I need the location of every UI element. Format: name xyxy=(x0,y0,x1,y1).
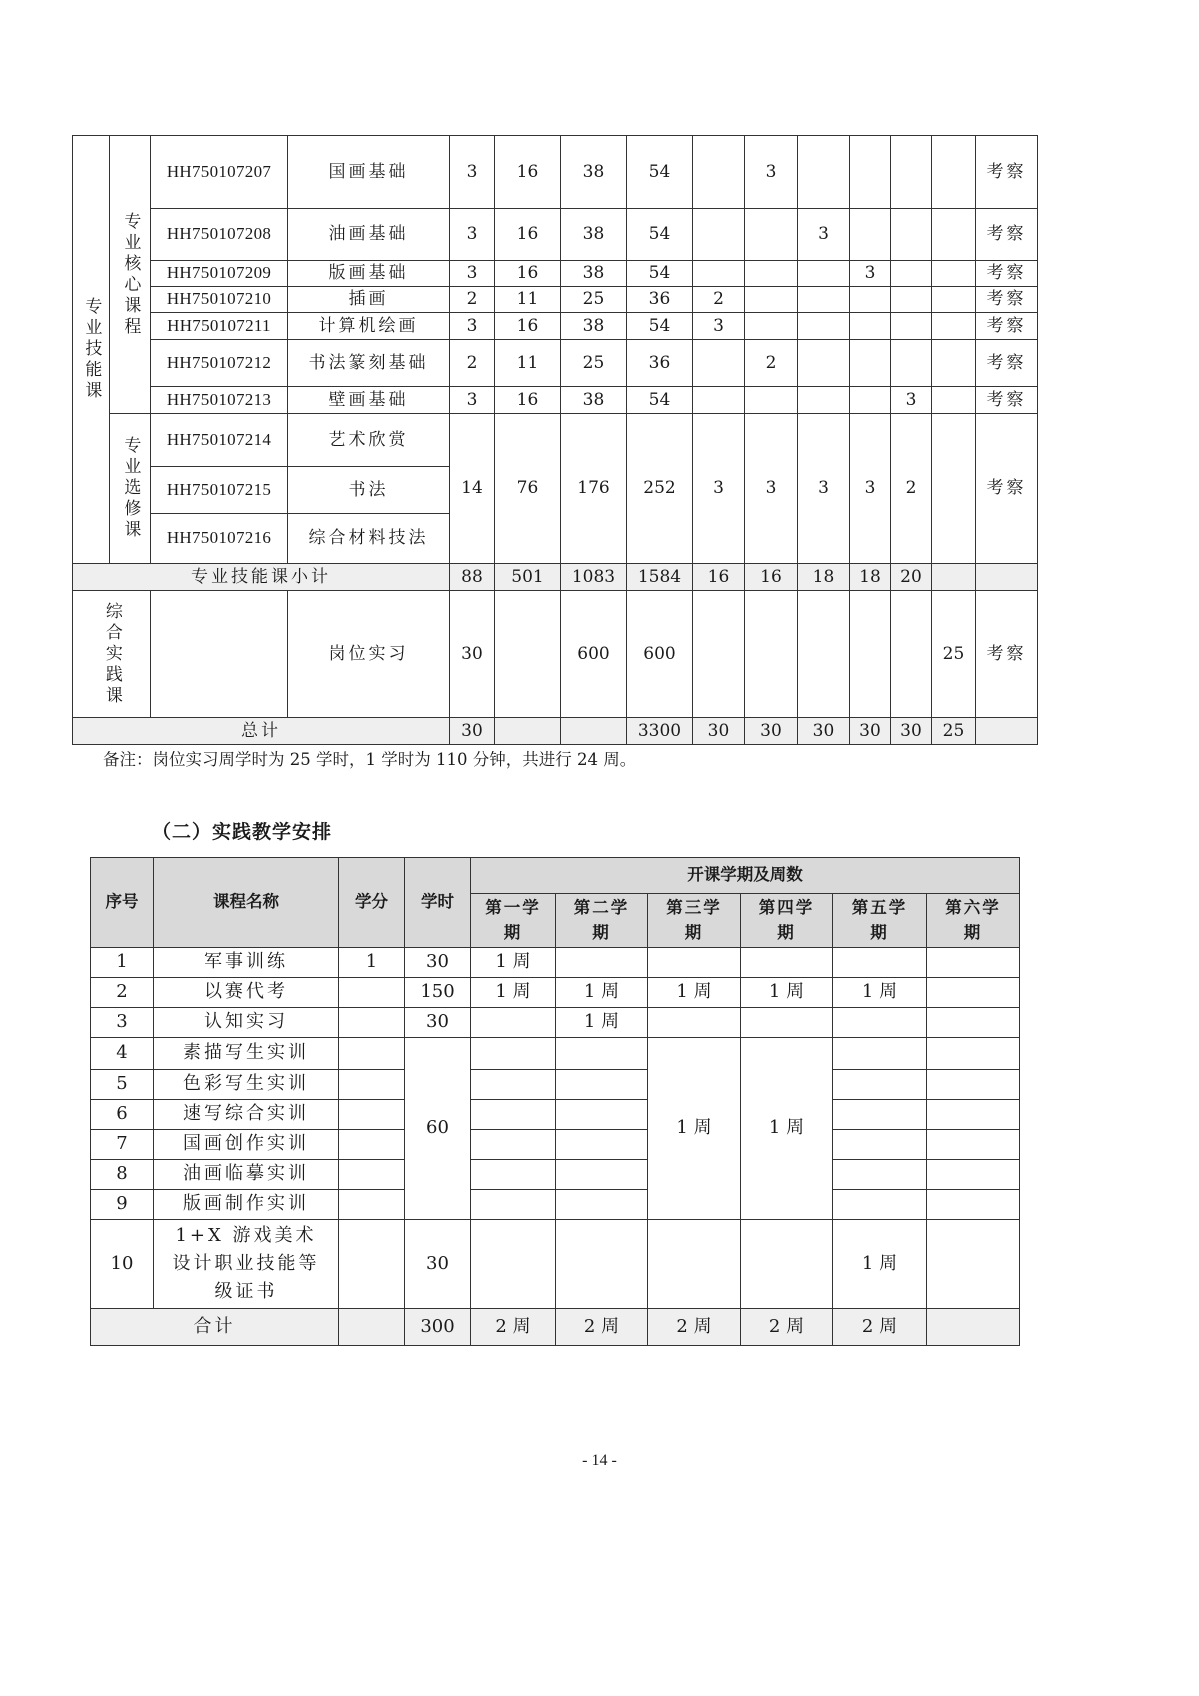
cell-theory: 16 xyxy=(495,209,561,261)
cell-s1 xyxy=(693,261,745,287)
table-row xyxy=(73,209,1038,261)
cell-s2 xyxy=(745,209,798,261)
cell-t2 xyxy=(556,948,648,978)
cell-seq: 6 xyxy=(91,1100,154,1130)
cell-s1 xyxy=(693,387,745,414)
cell-t2 xyxy=(556,1038,648,1070)
cell-s2: 2 xyxy=(745,340,798,387)
cell-s2 xyxy=(745,591,798,718)
header-term-2: 第二学期 xyxy=(556,894,648,948)
course-code: HH750107214 xyxy=(151,414,288,467)
course-name: 艺术欣赏 xyxy=(288,414,450,467)
table-row xyxy=(91,1100,1020,1130)
cell-seq: 1 xyxy=(91,948,154,978)
table-row xyxy=(91,1070,1020,1100)
cell-course-name: 油画临摹实训 xyxy=(154,1160,339,1190)
cell-practice: 38 xyxy=(561,209,627,261)
course-name: 壁画基础 xyxy=(288,387,450,414)
grand-total-theory xyxy=(495,718,561,745)
cell-s6: 25 xyxy=(932,591,976,718)
subtotal-assess xyxy=(976,564,1038,591)
grand-total-s1: 30 xyxy=(693,718,745,745)
course-name: 书法 xyxy=(288,467,450,514)
cell-t1 xyxy=(471,1190,556,1220)
cell-s6 xyxy=(932,313,976,340)
subgroup-core-course-label: 专业核心课程 xyxy=(120,211,141,338)
total-t2: 2 周 xyxy=(556,1309,648,1346)
cell-credit xyxy=(339,978,405,1008)
subtotal-practice: 1083 xyxy=(561,564,627,591)
cell-s5 xyxy=(891,340,932,387)
cell-practice: 600 xyxy=(561,591,627,718)
cell-theory: 76 xyxy=(495,414,561,564)
course-name: 国画基础 xyxy=(288,136,450,209)
cell-course-name: 色彩写生实训 xyxy=(154,1070,339,1100)
cell-theory: 16 xyxy=(495,387,561,414)
table-row xyxy=(91,948,1020,978)
cell-practice: 176 xyxy=(561,414,627,564)
cell-seq: 3 xyxy=(91,1008,154,1038)
cell-s3 xyxy=(798,136,850,209)
cell-course-name: 速写综合实训 xyxy=(154,1100,339,1130)
table-row xyxy=(91,1038,1020,1070)
cell-t2 xyxy=(556,1130,648,1160)
cell-s6 xyxy=(932,261,976,287)
subtotal-s1: 16 xyxy=(693,564,745,591)
cell-t6 xyxy=(927,978,1020,1008)
cell-hours: 60 xyxy=(405,1038,471,1220)
cell-s1: 3 xyxy=(693,313,745,340)
cell-t5 xyxy=(833,1100,927,1130)
header-term-4: 第四学期 xyxy=(741,894,833,948)
cell-assess: 考察 xyxy=(976,387,1038,414)
cell-seq: 10 xyxy=(91,1220,154,1309)
cell-s4: 3 xyxy=(850,414,891,564)
table-row xyxy=(91,1160,1020,1190)
cell-t3 xyxy=(648,948,741,978)
header-term-6: 第六学期 xyxy=(927,894,1020,948)
grand-total-assess xyxy=(976,718,1038,745)
cell-s5 xyxy=(891,209,932,261)
course-code: HH750107210 xyxy=(151,287,288,313)
total-t1: 2 周 xyxy=(471,1309,556,1346)
course-name: 岗位实习 xyxy=(288,591,450,718)
cell-practice: 25 xyxy=(561,287,627,313)
cell-course-name: 国画创作实训 xyxy=(154,1130,339,1160)
cell-s6 xyxy=(932,387,976,414)
cell-t4: 1 周 xyxy=(741,1038,833,1220)
grand-total-s5: 30 xyxy=(891,718,932,745)
cell-s3: 3 xyxy=(798,414,850,564)
cell-assess: 考察 xyxy=(976,209,1038,261)
cell-t2 xyxy=(556,1160,648,1190)
cell-t1 xyxy=(471,1130,556,1160)
cell-theory: 11 xyxy=(495,340,561,387)
cell-theory xyxy=(495,591,561,718)
table-row xyxy=(73,340,1038,387)
course-code: HH750107213 xyxy=(151,387,288,414)
header-term-3: 第三学期 xyxy=(648,894,741,948)
cell-seq: 9 xyxy=(91,1190,154,1220)
practice-teaching-table xyxy=(90,857,1020,1346)
cell-practice: 38 xyxy=(561,261,627,287)
grand-total-s2: 30 xyxy=(745,718,798,745)
cell-assess: 考察 xyxy=(976,261,1038,287)
subgroup-elective-course-label: 专业选修课 xyxy=(120,436,141,541)
total-row xyxy=(91,1309,1020,1346)
cell-t3 xyxy=(648,1008,741,1038)
cell-total: 54 xyxy=(627,209,693,261)
grand-total-s6: 25 xyxy=(932,718,976,745)
cell-t1: 1 周 xyxy=(471,978,556,1008)
cell-t5 xyxy=(833,1008,927,1038)
subtotal-s2: 16 xyxy=(745,564,798,591)
cell-t1 xyxy=(471,1008,556,1038)
grand-total-s3: 30 xyxy=(798,718,850,745)
course-name: 书法篆刻基础 xyxy=(288,340,450,387)
cell-theory: 16 xyxy=(495,313,561,340)
cell-total: 54 xyxy=(627,136,693,209)
cell-seq: 5 xyxy=(91,1070,154,1100)
cell-credit xyxy=(339,1160,405,1190)
course-code: HH750107215 xyxy=(151,467,288,514)
cell-assess: 考察 xyxy=(976,340,1038,387)
table-row xyxy=(73,287,1038,313)
cell-s2 xyxy=(745,387,798,414)
cell-course-name: 认知实习 xyxy=(154,1008,339,1038)
cell-credit: 3 xyxy=(450,313,495,340)
cell-seq: 2 xyxy=(91,978,154,1008)
cell-credit: 14 xyxy=(450,414,495,564)
cell-s2 xyxy=(745,287,798,313)
cell-t6 xyxy=(927,1130,1020,1160)
table-row xyxy=(91,978,1020,1008)
cell-t1 xyxy=(471,1160,556,1190)
cell-s5 xyxy=(891,261,932,287)
cell-total: 54 xyxy=(627,261,693,287)
cell-s6 xyxy=(932,209,976,261)
cell-credit xyxy=(339,1070,405,1100)
header-term-1: 第一学期 xyxy=(471,894,556,948)
table-row xyxy=(91,1130,1020,1160)
cell-credit: 3 xyxy=(450,261,495,287)
cell-t6 xyxy=(927,1038,1020,1070)
table-row xyxy=(91,1008,1020,1038)
cell-t2 xyxy=(556,1100,648,1130)
section-title: （二）实践教学安排 xyxy=(152,821,333,843)
cell-s4 xyxy=(850,591,891,718)
subgroup-core-course xyxy=(110,136,151,414)
cell-assess: 考察 xyxy=(976,313,1038,340)
grand-total-total: 3300 xyxy=(627,718,693,745)
group-practice-course-label: 综合实践课 xyxy=(101,601,122,707)
cell-total: 36 xyxy=(627,287,693,313)
cell-s4: 3 xyxy=(850,261,891,287)
cell-assess: 考察 xyxy=(976,287,1038,313)
cell-s5: 3 xyxy=(891,387,932,414)
course-code: HH750107212 xyxy=(151,340,288,387)
course-code: HH750107216 xyxy=(151,514,288,564)
cell-s6 xyxy=(932,287,976,313)
cell-s2 xyxy=(745,313,798,340)
grand-total-label: 总计 xyxy=(73,718,450,745)
cell-s4 xyxy=(850,209,891,261)
subtotal-s6 xyxy=(932,564,976,591)
table-row xyxy=(73,136,1038,209)
total-t4: 2 周 xyxy=(741,1309,833,1346)
cell-t5 xyxy=(833,1160,927,1190)
subtotal-s3: 18 xyxy=(798,564,850,591)
cell-s5 xyxy=(891,313,932,340)
cell-total: 600 xyxy=(627,591,693,718)
cell-t6 xyxy=(927,1100,1020,1130)
cell-assess: 考察 xyxy=(976,136,1038,209)
table-row xyxy=(91,1220,1020,1309)
cell-course-name: 素描写生实训 xyxy=(154,1038,339,1070)
cell-credit xyxy=(339,1008,405,1038)
cell-hours: 30 xyxy=(405,1220,471,1309)
cell-s6 xyxy=(932,136,976,209)
cell-s3 xyxy=(798,340,850,387)
cell-t3: 1 周 xyxy=(648,978,741,1008)
curriculum-table xyxy=(72,135,1038,745)
cell-s5 xyxy=(891,591,932,718)
grand-total-s4: 30 xyxy=(850,718,891,745)
group-skill-course xyxy=(73,136,110,564)
table-row xyxy=(73,313,1038,340)
cell-s3: 3 xyxy=(798,209,850,261)
table-row xyxy=(73,261,1038,287)
cell-t3: 1 周 xyxy=(648,1038,741,1220)
cell-practice: 38 xyxy=(561,387,627,414)
cell-t1 xyxy=(471,1220,556,1309)
cell-credit: 3 xyxy=(450,387,495,414)
table-row xyxy=(73,414,1038,467)
course-code: HH750107208 xyxy=(151,209,288,261)
cell-s3 xyxy=(798,261,850,287)
header-course-name: 课程名称 xyxy=(154,858,339,948)
cell-total: 54 xyxy=(627,387,693,414)
page-number: - 14 - xyxy=(582,1452,617,1469)
cell-total: 252 xyxy=(627,414,693,564)
cell-s5 xyxy=(891,287,932,313)
cell-t2: 1 周 xyxy=(556,978,648,1008)
cell-credit: 3 xyxy=(450,209,495,261)
cell-s3 xyxy=(798,591,850,718)
cell-seq: 7 xyxy=(91,1130,154,1160)
cell-hours: 150 xyxy=(405,978,471,1008)
cell-t2: 1 周 xyxy=(556,1008,648,1038)
cell-t5 xyxy=(833,1070,927,1100)
cell-credit: 1 xyxy=(339,948,405,978)
cell-s4 xyxy=(850,340,891,387)
cell-theory: 11 xyxy=(495,287,561,313)
header-credit: 学分 xyxy=(339,858,405,948)
table-row xyxy=(73,591,1038,718)
cell-t6 xyxy=(927,1070,1020,1100)
cell-t4 xyxy=(741,1008,833,1038)
total-t6 xyxy=(927,1309,1020,1346)
cell-credit xyxy=(339,1190,405,1220)
cell-course-name: 1+X 游戏美术设计职业技能等级证书 xyxy=(154,1220,339,1309)
cell-t5 xyxy=(833,1190,927,1220)
header-term-5: 第五学期 xyxy=(833,894,927,948)
course-code: HH750107211 xyxy=(151,313,288,340)
cell-course-name: 版画制作实训 xyxy=(154,1190,339,1220)
group-skill-course-label: 专业技能课 xyxy=(81,297,102,402)
cell-theory: 16 xyxy=(495,136,561,209)
subtotal-theory: 501 xyxy=(495,564,561,591)
table-note: 备注：岗位实习周学时为 25 学时，1 学时为 110 分钟，共进行 24 周。 xyxy=(103,750,637,769)
cell-t2 xyxy=(556,1190,648,1220)
cell-t1: 1 周 xyxy=(471,948,556,978)
cell-credit xyxy=(339,1038,405,1070)
cell-s3 xyxy=(798,287,850,313)
cell-hours: 30 xyxy=(405,1008,471,1038)
cell-s1 xyxy=(693,136,745,209)
grand-total-row xyxy=(73,718,1038,745)
cell-s2 xyxy=(745,261,798,287)
cell-total: 54 xyxy=(627,313,693,340)
cell-s4 xyxy=(850,387,891,414)
cell-hours: 30 xyxy=(405,948,471,978)
cell-t4 xyxy=(741,948,833,978)
total-credit xyxy=(339,1309,405,1346)
cell-s2: 3 xyxy=(745,414,798,564)
course-name: 版画基础 xyxy=(288,261,450,287)
cell-assess: 考察 xyxy=(976,414,1038,564)
cell-t6 xyxy=(927,1008,1020,1038)
cell-practice: 38 xyxy=(561,313,627,340)
course-name: 计算机绘画 xyxy=(288,313,450,340)
cell-t5 xyxy=(833,1038,927,1070)
course-code: HH750107209 xyxy=(151,261,288,287)
cell-credit: 3 xyxy=(450,136,495,209)
table-row xyxy=(73,387,1038,414)
cell-s3 xyxy=(798,313,850,340)
total-hours: 300 xyxy=(405,1309,471,1346)
subtotal-credit: 88 xyxy=(450,564,495,591)
cell-t5: 1 周 xyxy=(833,978,927,1008)
cell-course-name: 军事训练 xyxy=(154,948,339,978)
course-code xyxy=(151,591,288,718)
cell-seq: 4 xyxy=(91,1038,154,1070)
cell-credit: 2 xyxy=(450,340,495,387)
total-t3: 2 周 xyxy=(648,1309,741,1346)
cell-s4 xyxy=(850,313,891,340)
cell-practice: 25 xyxy=(561,340,627,387)
cell-s1: 3 xyxy=(693,414,745,564)
subtotal-s4: 18 xyxy=(850,564,891,591)
total-t5: 2 周 xyxy=(833,1309,927,1346)
header-seq: 序号 xyxy=(91,858,154,948)
cell-t4: 1 周 xyxy=(741,978,833,1008)
cell-theory: 16 xyxy=(495,261,561,287)
subtotal-row xyxy=(73,564,1038,591)
cell-s4 xyxy=(850,287,891,313)
cell-credit: 30 xyxy=(450,591,495,718)
cell-s3 xyxy=(798,387,850,414)
cell-s1 xyxy=(693,591,745,718)
cell-practice: 38 xyxy=(561,136,627,209)
subtotal-total: 1584 xyxy=(627,564,693,591)
course-code: HH750107207 xyxy=(151,136,288,209)
header-terms-group: 开课学期及周数 xyxy=(471,858,1020,894)
cell-assess: 考察 xyxy=(976,591,1038,718)
cell-s4 xyxy=(850,136,891,209)
course-name: 综合材料技法 xyxy=(288,514,450,564)
cell-t6 xyxy=(927,1160,1020,1190)
cell-s1 xyxy=(693,209,745,261)
subgroup-elective-course xyxy=(110,414,151,564)
cell-t2 xyxy=(556,1070,648,1100)
subtotal-s5: 20 xyxy=(891,564,932,591)
cell-s2: 3 xyxy=(745,136,798,209)
cell-t4 xyxy=(741,1220,833,1309)
cell-s5: 2 xyxy=(891,414,932,564)
cell-t5 xyxy=(833,1130,927,1160)
cell-seq: 8 xyxy=(91,1160,154,1190)
grand-total-practice xyxy=(561,718,627,745)
cell-t5 xyxy=(833,948,927,978)
cell-s5 xyxy=(891,136,932,209)
grand-total-credit: 30 xyxy=(450,718,495,745)
cell-t2 xyxy=(556,1220,648,1309)
cell-s1: 2 xyxy=(693,287,745,313)
cell-s6 xyxy=(932,414,976,564)
course-name: 插画 xyxy=(288,287,450,313)
group-practice-course xyxy=(73,591,151,718)
cell-t6 xyxy=(927,1190,1020,1220)
cell-t3 xyxy=(648,1220,741,1309)
total-label: 合计 xyxy=(91,1309,339,1346)
cell-t6 xyxy=(927,948,1020,978)
cell-t5: 1 周 xyxy=(833,1220,927,1309)
cell-credit xyxy=(339,1100,405,1130)
cell-credit: 2 xyxy=(450,287,495,313)
cell-course-name: 以赛代考 xyxy=(154,978,339,1008)
cell-total: 36 xyxy=(627,340,693,387)
cell-t6 xyxy=(927,1220,1020,1309)
table-row xyxy=(91,1190,1020,1220)
header-hours: 学时 xyxy=(405,858,471,948)
cell-t1 xyxy=(471,1100,556,1130)
cell-s1 xyxy=(693,340,745,387)
course-name: 油画基础 xyxy=(288,209,450,261)
subtotal-label: 专业技能课小计 xyxy=(73,564,450,591)
cell-t1 xyxy=(471,1038,556,1070)
cell-t1 xyxy=(471,1070,556,1100)
cell-s6 xyxy=(932,340,976,387)
cell-credit xyxy=(339,1220,405,1309)
cell-credit xyxy=(339,1130,405,1160)
